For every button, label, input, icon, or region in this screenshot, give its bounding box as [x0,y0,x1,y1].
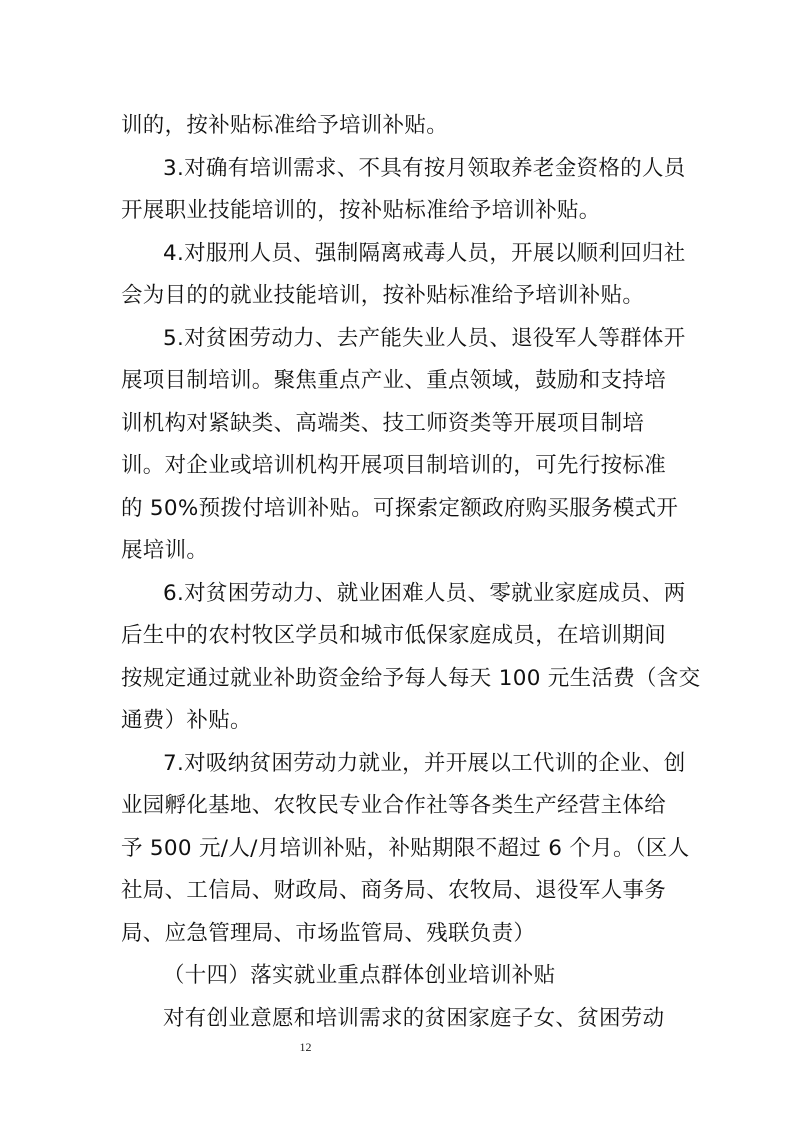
text-line: 按规定通过就业补助资金给予每人每天 100 元生活费（含交 [121,666,701,691]
text-line: 展培训。 [121,538,209,563]
text-line: 4.对服刑人员、强制隔离戒毒人员，开展以顺利回归社 [163,241,686,266]
text-line: 展项目制培训。聚焦重点产业、重点领域，鼓励和支持培 [121,368,667,393]
text-line: 7.对吸纳贫困劳动力就业，并开展以工代训的企业、创 [163,751,686,776]
section-heading: （十四）落实就业重点群体创业培训补贴 [163,963,556,988]
text-line: 6.对贫困劳动力、就业困难人员、零就业家庭成员、两 [163,581,686,606]
text-line: 3.对确有培训需求、不具有按月领取养老金资格的人员 [163,156,686,181]
text-line: 5.对贫困劳动力、去产能失业人员、退役军人等群体开 [163,326,686,351]
text-line: 通费）补贴。 [121,708,252,733]
text-line: 训的，按补贴标准给予培训补贴。 [121,113,449,138]
text-line: 社局、工信局、财政局、商务局、农牧局、退役军人事务 [121,878,667,903]
text-line: 的 50%预拨付培训补贴。可探索定额政府购买服务模式开 [121,496,679,521]
text-line: 业园孵化基地、农牧民专业合作社等各类生产经营主体给 [121,793,667,818]
text-line: 予 500 元/人/月培训补贴，补贴期限不超过 6 个月。（区人 [121,836,690,861]
text-line: 会为目的的就业技能培训，按补贴标准给予培训补贴。 [121,283,645,308]
text-line: 训。对企业或培训机构开展项目制培训的，可先行按标准 [121,453,667,478]
text-line: 局、应急管理局、市场监管局、残联负责） [121,921,536,946]
text-line: 后生中的农村牧区学员和城市低保家庭成员，在培训期间 [121,623,667,648]
text-line: 训机构对紧缺类、高端类、技工师资类等开展项目制培 [121,411,645,436]
text-line: 对有创业意愿和培训需求的贫困家庭子女、贫困劳动 [163,1006,665,1031]
text-line: 开展职业技能培训的，按补贴标准给予培训补贴。 [121,198,601,223]
page-number: 12 [299,1040,312,1054]
